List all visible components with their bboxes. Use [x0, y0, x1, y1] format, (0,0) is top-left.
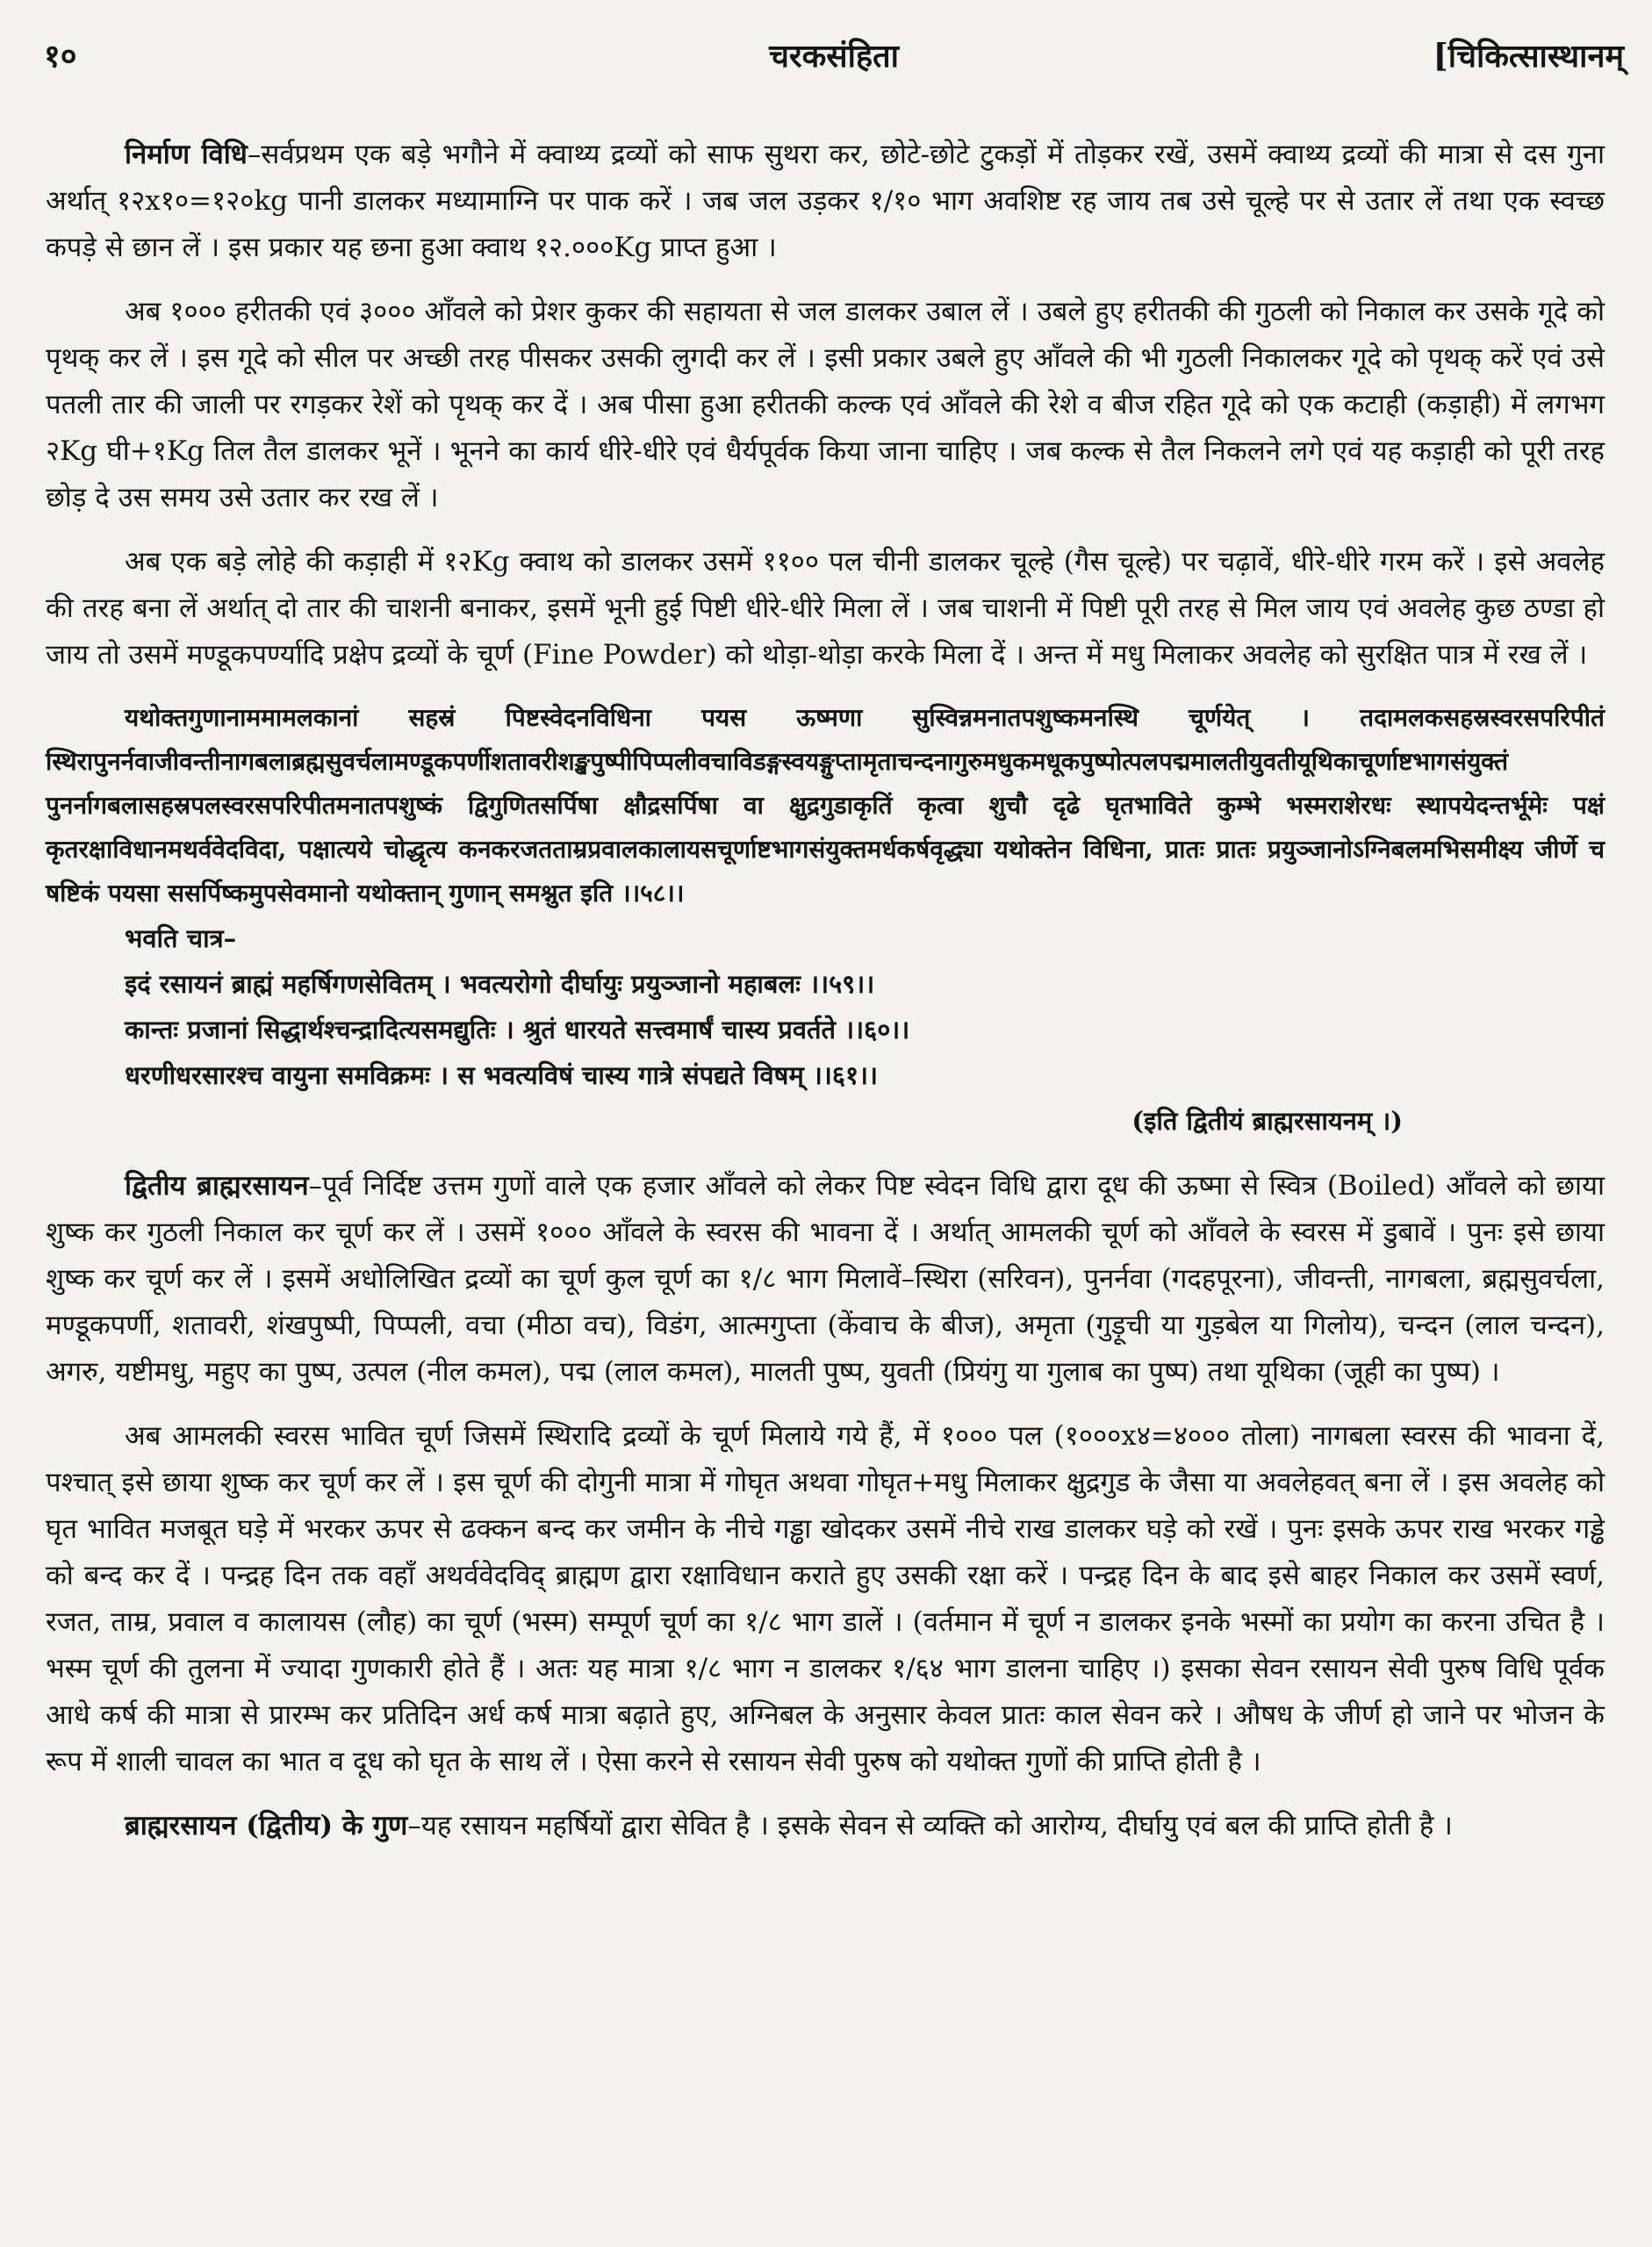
paragraph-second-brahma-rasayana — [46, 1163, 1605, 1396]
page-header — [44, 33, 1624, 86]
colophon: (इति द्वितीयं ब्राह्मरसायनम् ।) — [1131, 1106, 1403, 1136]
paragraph-haritaki-amla: अब १००० हरीतकी एवं ३००० आँवले को प्रेशर कुकर की सहायता से जल डालकर उबाल लें । उबले हुए हरीतकी की गुठली को निकाल कर उसके गूदे को पृथक् कर लें । इस गूदे को सील पर अच्छी तरह पीसकर उसकी लुगदी कर लें । इसी प्रकार उबले हुए आँवले की भी गुठली निकालकर गूदे को पृथक् करें एवं उसे पतली तार की जाली पर रगड़कर रेशें को पृथक् कर दें । अब पीसा हुआ हरीतकी कल्क एवं आँवले की रेशे व बीज रहित गूदे को एक कटाही (कड़ाही) में लगभग २Kg घी+१Kg तिल तैल डालकर भूनें । भूनने का कार्य धीरे-धीरे एवं धैर्यपूर्वक किया जाना चाहिए । जब कल्क से तैल निकलने लगे एवं यह कड़ाही को पूरी तरह छोड़ दे उस समय उसे उतार कर रख लें । — [46, 296, 1605, 513]
verse-block — [125, 961, 1605, 1098]
paragraph-text: –पूर्व निर्दिष्ट उत्तम गुणों वाले एक हजार आँवले को लेकर पिष्ट स्वेदन विधि द्वारा दूध की ऊष्मा से स्वित्र (Boiled) आँवले को छाया शुष्क कर गुठली निकाल कर चूर्ण कर लें । उसमें १००० आँवले के स्वरस की भावना दें । अर्थात् आमलकी चूर्ण को आँवले के स्वरस में डुबावें । पुनः इसे छाया शुष्क कर चूर्ण कर लें । इसमें अधोलिखित द्रव्यों का चूर्ण कुल चूर्ण का १/८ भाग मिलावें–स्थिरा (सरिवन), पुनर्नवा (गदहपूरना), जीवन्ती, नागबला, ब्रह्मसुवर्चला, मण्डूकपर्णी, शतावरी, शंखपुष्पी, पिप्पली, वचा (मीठा वच), विडंग, आत्मगुप्ता (केंवाच के बीज), अमृता (गुड़ूची या गुड़बेल या गिलोय), चन्दन (लाल चन्दन), अगरु, यष्टीमधु, महुए का पुष्प, उत्पल (नील कमल), पद्म (लाल कमल), मालती पुष्प, युवती (प्रियंगु या गुलाब का पुष्प) तथा यूथिका (जूही का पुष्प) । — [46, 1170, 1605, 1388]
paragraph-text: –सर्वप्रथम एक बड़े भगौने में क्वाथ्य द्रव्यों को साफ सुथरा कर, छोटे-छोटे टुकड़ों में तोड़कर रखें, उसमें क्वाथ्य द्रव्यों की मात्रा से दस गुना अर्थात् १२x१०=१२०kg पानी डालकर मध्यामाग्नि पर पाक करें । जब जल उड़कर १/१० भाग अवशिष्ट रह जाय तब उसे चूल्हे पर से उतार लें तथा एक स्वच्छ कपड़े से छान लें । इस प्रकार यह छना हुआ क्वाथ १२.०००Kg प्राप्त हुआ । — [46, 139, 1605, 263]
paragraph-nagabala-process: अब आमलकी स्वरस भावित चूर्ण जिसमें स्थिरादि द्रव्यों के चूर्ण मिलाये गये हैं, में १००० पल (१०००x४=४००० तोला) नागबला स्वरस की भावना दें, पश्चात् इसे छाया शुष्क कर चूर्ण कर लें । इस चूर्ण की दोगुनी मात्रा में गोघृत अथवा गोघृत+मधु मिलाकर क्षुद्रगुड के जैसा या अवलेहवत् बना लें । इस अवलेह को घृत भावित मजबूत घड़े में भरकर ऊपर से ढक्कन बन्द कर जमीन के नीचे गड्ढा खोदकर उसमें नीचे राख डालकर घड़े को रखें । पुनः इसके ऊपर राख भरकर गड्ढे को बन्द कर दें । पन्द्रह दिन तक वहाँ अथर्ववेदविद् ब्राह्मण द्वारा रक्षाविधान कराते हुए उसकी रक्षा करें । पन्द्रह दिन के बाद इसे बाहर निकाल कर उसमें स्वर्ण, रजत, ताम्र, प्रवाल व कालायस (लौह) का चूर्ण (भस्म) सम्पूर्ण चूर्ण का १/८ भाग डालें । (वर्तमान में चूर्ण न डालकर इनके भस्मों का प्रयोग का करना उचित है । भस्म चूर्ण की तुलना में ज्यादा गुणकारी होते हैं । अतः यह मात्रा १/८ भाग न डालकर १/६४ भाग डालना चाहिए ।) इसका सेवन रसायन सेवी पुरुष विधि पूर्वक आधे कर्ष की मात्रा से प्रारम्भ कर प्रतिदिन अर्ध कर्ष मात्रा बढ़ाते हुए, अग्निबल के अनुसार केवल प्रातः काल सेवन करे । औषध के जीर्ण हो जाने पर भोजन के रूप में शाली चावल का भात व दूध को घृत के साथ लें । ऐसा करने से रसायन सेवी पुरुष को यथोक्त गुणों की प्राप्ति होती है । — [46, 1420, 1605, 1777]
verse-60: कान्तः प्रजानां सिद्धार्थश्चन्द्रादित्यसमद्युतिः । श्रुतं धारयते सत्त्वमार्षं चास्य प्रवर्तते ।।६०।। — [125, 1015, 910, 1045]
paragraph-lead: निर्माण विधि — [125, 139, 248, 170]
paragraph-avaleha: अब एक बड़े लोहे की कड़ाही में १२Kg क्वाथ को डालकर उसमें ११०० पल चीनी डालकर चूल्हे (गैस चूल्हे) पर चढ़ावें, धीरे-धीरे गरम करें । इसे अवलेह की तरह बना लें अर्थात् दो तार की चाशनी बनाकर, इसमें भूनी हुई पिष्टी धीरे-धीरे मिला लें । जब चाशनी में पिष्टी पूरी तरह से मिल जाय एवं अवलेह कुछ ठण्डा हो जाय तो उसमें मण्डूकपर्ण्यादि प्रक्षेप द्रव्यों के चूर्ण (Fine Powder) को थोड़ा-थोड़ा करके मिला दें । अन्त में मधु मिलाकर अवलेह को सुरक्षित पात्र में रख लें । — [46, 546, 1605, 671]
verse-59: इदं रसायनं ब्राह्मं महर्षिगणसेवितम् । भवत्यरोगो दीर्घायुः प्रयुञ्जानो महाबलः ।।५९।। — [125, 969, 875, 999]
running-title: चरकसंहिता — [769, 38, 899, 75]
bhavati-heading: भवति चात्र– — [125, 923, 237, 953]
paragraph-text: –यह रसायन महर्षियों द्वारा सेवित है । इसके सेवन से व्यक्ति को आरोग्य, दीर्घायु एवं बल की प्राप्ति होती है । — [407, 1810, 1453, 1841]
verse-61: धरणीधरसारश्च वायुना समविक्रमः । स भवत्यविषं चास्य गात्रे संपद्यते विषम् ।।६१।। — [125, 1060, 879, 1090]
sanskrit-sutra: यथोक्तगुणानाममामलकानां सहस्रं पिष्टस्वेदनविधिना पयस ऊष्मणा सुस्विन्नमनातपशुष्कमनस्थि चूर्णयेत् । तदामलकसहस्रस्वरसपरिपीतं स्थिरापुनर्नवाजीवन्तीनागबलाब्रह्मसुवर्चलामण्डूकपर्णीशतावरीशङ्खपुष्पीपिप्पलीवचाविडङ्गस्वयङ्गुप्तामृताचन्दनागुरुमधुकमधूकपुष्पोत्पलपद्ममालतीयुवतीयूथिकाचूर्णाष्टभागसंयुक्तं पुनर्नागबलासहस्रपलस्वरसपरिपीतमनातपशुष्कं द्विगुणितसर्पिषा क्षौद्रसर्पिषा वा क्षुद्रगुडाकृतिं कृत्वा शुचौ दृढे घृतभाविते कुम्भे भस्मराशेरधः स्थापयेदन्तर्भूमेः पक्षं कृतरक्षाविधानमथर्ववेदविदा, पक्षात्यये चोद्धृत्य कनकरजतताम्रप्रवालकालायसचूर्णाष्टभागसंयुक्तमर्धकर्षवृद्ध्या यथोक्तेन विधिना, प्रातः प्रातः प्रयुञ्जानोऽग्निबलमभिसमीक्ष्य जीर्णे च षष्टिकं पयसा ससर्पिष्कमुपसेवमानो यथोक्तान् गुणान् समश्नुत इति ।।५८।। — [46, 703, 1605, 908]
paragraph-preparation-method — [46, 132, 1605, 271]
section-title: [चिकित्सास्थानम् — [1433, 38, 1624, 75]
page-body — [46, 132, 1605, 1867]
paragraph-lead: द्वितीय ब्राह्मरसायन — [125, 1170, 309, 1202]
page-number: १० — [44, 38, 77, 75]
paragraph-benefits — [46, 1803, 1605, 1849]
paragraph-lead: ब्राह्मरसायन (द्वितीय) के गुण — [125, 1810, 408, 1841]
